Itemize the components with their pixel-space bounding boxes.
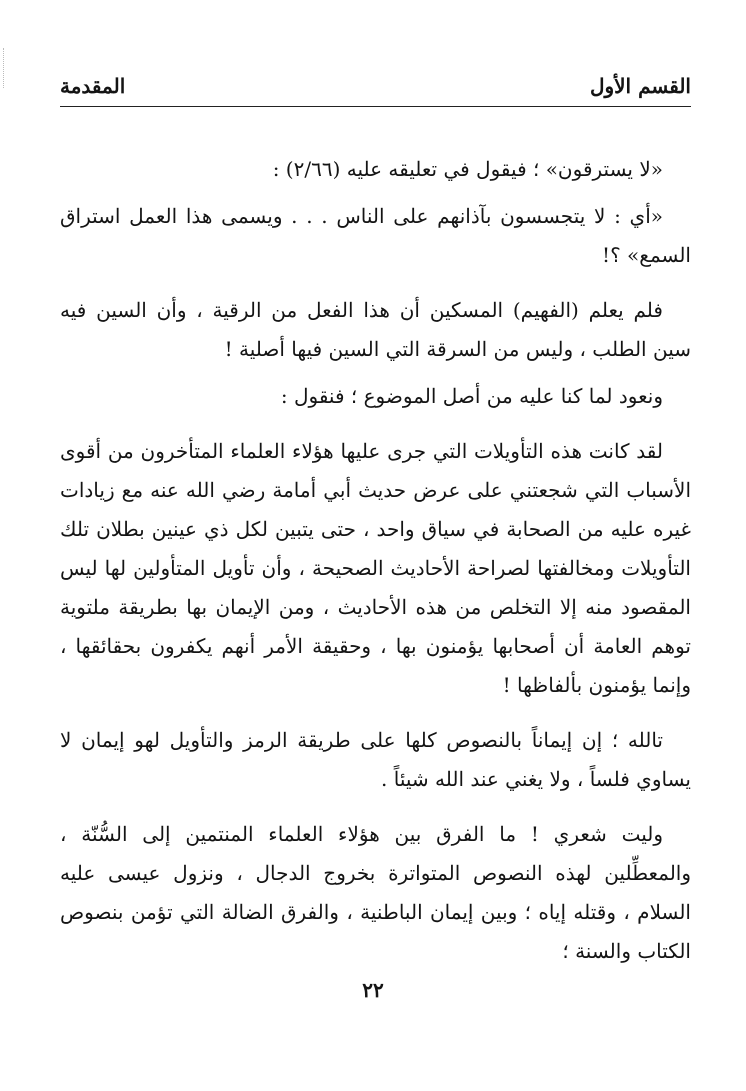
header-divider	[60, 106, 691, 107]
section-title: القسم الأول	[589, 74, 691, 98]
page-body	[60, 150, 691, 979]
chapter-title: المقدمة	[60, 74, 126, 98]
page-number: ٢٢	[362, 978, 384, 1002]
margin-mark	[3, 48, 6, 88]
paragraph-6: تالله ؛ إن إيماناً بالنصوص كلها على طريقة الرمز والتأويل لهو إيمان لا يساوي فلساً ، ولا يغني عند الله شيئاً .	[60, 728, 691, 791]
paragraph-3: فلم يعلم (الفهيم) المسكين أن هذا الفعل من الرقية ، وأن السين فيه سين الطلب ، وليس من السرقة التي السين فيها أصلية !	[60, 298, 691, 361]
paragraph-4: ونعود لما كنا عليه من أصل الموضوع ؛ فنقول :	[280, 384, 663, 408]
paragraph-7: وليت شعري ! ما الفرق بين هؤلاء العلماء المنتمين إلى السُّنّة ، والمعطِّلين لهذه النصوص المتواترة بخروج الدجال ، ونزول عيسى عليه السلام ، وقتله إياه ؛ وبين إيمان الباطنية ، والفرق الضالة التي تؤمن بنصوص الكتاب والسنة ؛	[60, 822, 692, 963]
paragraph-2: «أي : لا يتجسسون بآذانهم على الناس . . . ويسمى هذا العمل استراق السمع» ؟!	[60, 204, 691, 267]
page-header	[60, 70, 691, 104]
paragraph-1: «لا يسترقون» ؛ فيقول في تعليقه عليه (٢/٦٦) :	[272, 157, 663, 181]
paragraph-5: لقد كانت هذه التأويلات التي جرى عليها هؤلاء العلماء المتأخرون من أقوى الأسباب التي شجعتني على عرض حديث أبي أمامة رضي الله عنه مع زيادات غيره عليه من الصحابة في سياق واحد ، حتى يتبين لكل ذي عينين بطلان تلك التأويلات ومخالفتها لصراحة الأحاديث الصحيحة ، وأن تأويل المتأولين لها ليس المقصود منه إلا التخلص من هذه الأحاديث ، ومن الإيمان بها بطريقة ملتوية توهم العامة أن أصحابها يؤمنون بها ، وحقيقة الأمر أنهم يكفرون بحقائقها ، وإنما يؤمنون بألفاظها !	[60, 439, 691, 697]
